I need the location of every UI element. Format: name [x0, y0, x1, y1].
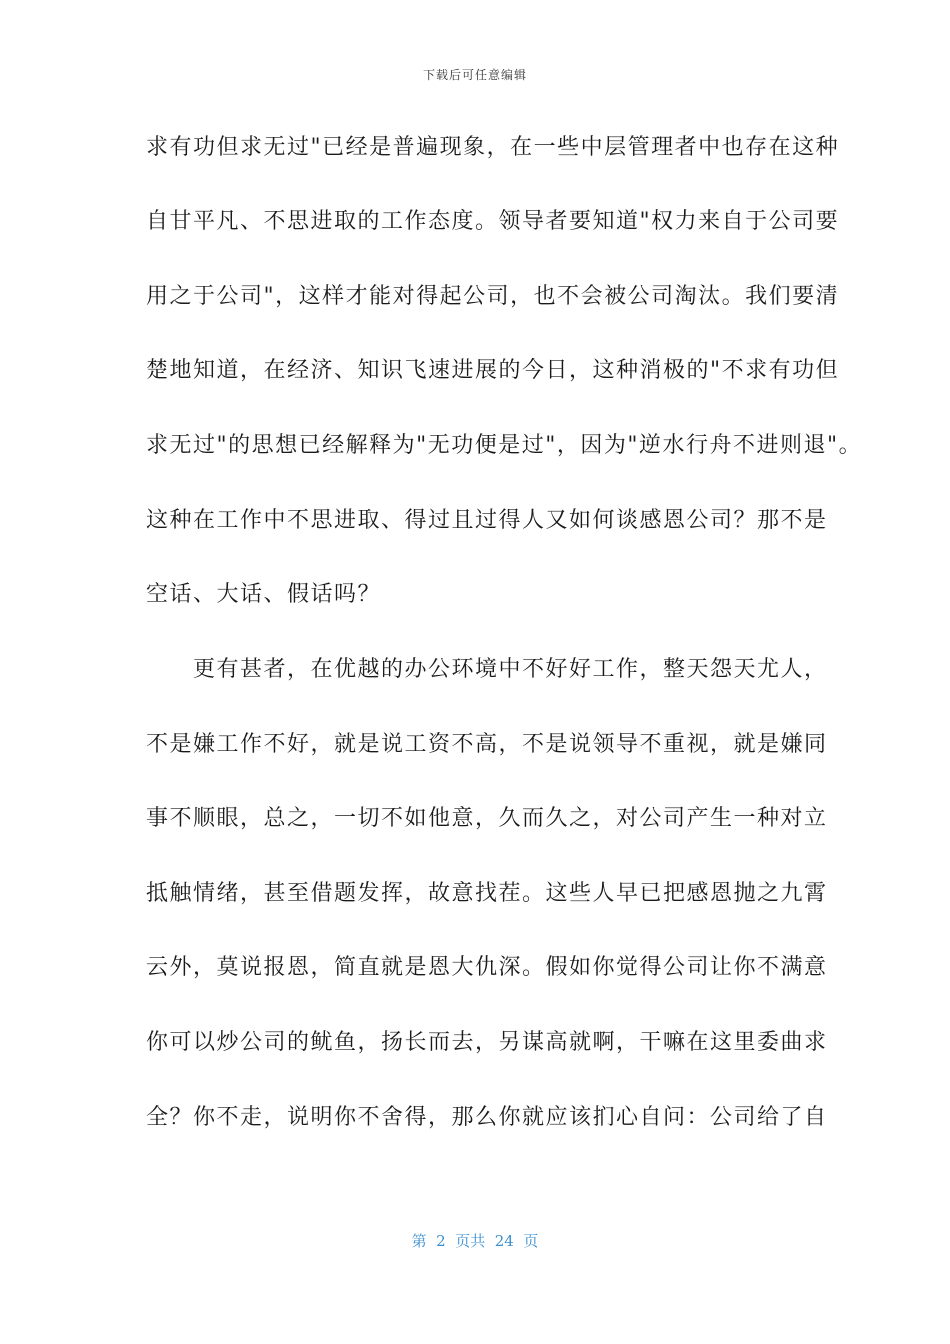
- body-line: 不是嫌工作不好，就是说工资不高，不是说领导不重视，就是嫌同: [146, 732, 828, 757]
- body-line: 你可以炒公司的鱿鱼，扬长而去，另谋高就啊，干嘛在这里委曲求: [146, 1030, 828, 1055]
- header-note: 下载后可任意编辑: [422, 68, 527, 82]
- body-line: 抵触情绪，甚至借题发挥，故意找茬。这些人早已把感恩抛之九霄: [146, 881, 828, 906]
- body-line: 事不顺眼，总之，一切不如他意，久而久之，对公司产生一种对立: [146, 806, 828, 831]
- body-line: 空话、大话、假话吗？: [146, 582, 382, 607]
- body-line: 求有功但求无过"已经是普遍现象，在一些中层管理者中也存在这种: [146, 135, 840, 160]
- body-line: 云外，莫说报恩，简直就是恩大仇深。假如你觉得公司让你不满意: [146, 955, 828, 980]
- body-line: 自甘平凡、不思进取的工作态度。领导者要知道"权力来自于公司要: [146, 209, 840, 234]
- body-line: 用之于公司"，这样才能对得起公司，也不会被公司淘汰。我们要清: [146, 284, 840, 309]
- body-line: 更有甚者，在优越的办公环境中不好好工作，整天怨天尤人，: [146, 657, 828, 682]
- body-line: 全？你不走，说明你不舍得，那么你就应该扪心自问：公司给了自: [146, 1105, 828, 1130]
- body-line: 这种在工作中不思进取、得过且过得人又如何谈感恩公司？那不是: [146, 508, 828, 533]
- body-line: 求无过"的思想已经解释为"无功便是过"，因为"逆水行舟不进则退"。: [146, 433, 863, 458]
- page-footer: 第 2 页共 24 页: [411, 1232, 539, 1250]
- body-line: 楚地知道，在经济、知识飞速进展的今日，这种消极的"不求有功但: [146, 358, 840, 383]
